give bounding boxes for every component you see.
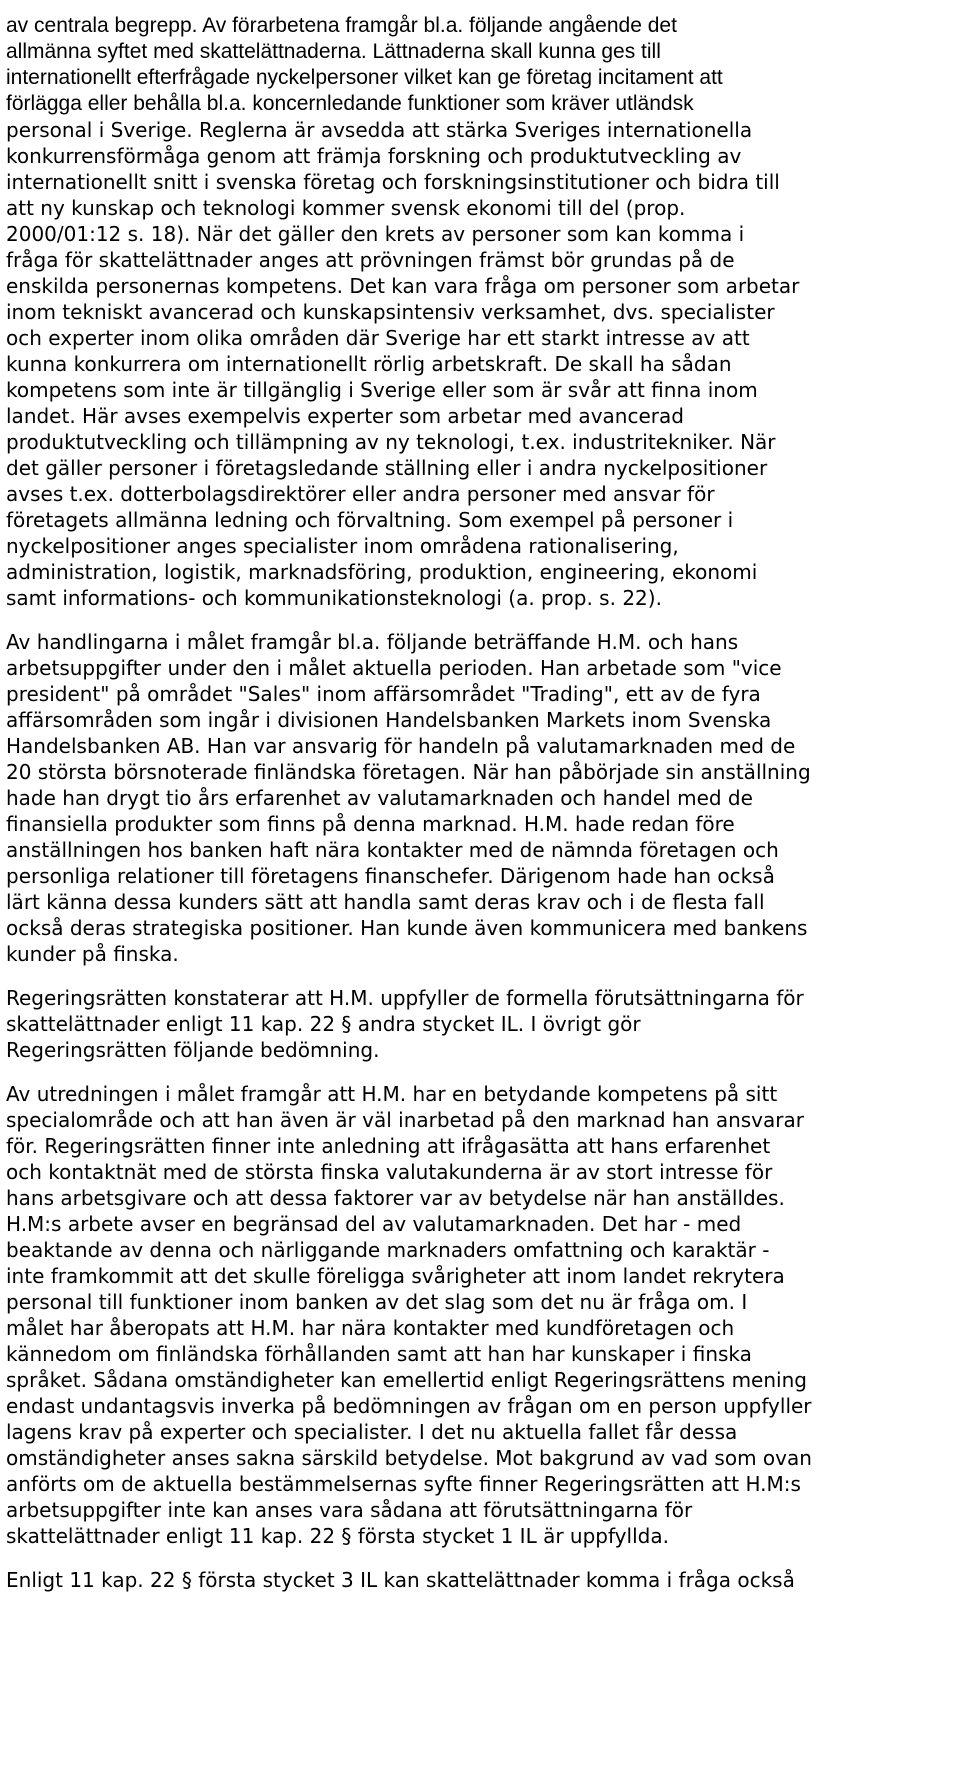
text-line: målet har åberopats att H.M. har nära kontakter med kundföretagen och: [6, 1316, 735, 1340]
text-line: samt informations- och kommunikationsteknologi (a. prop. s. 22).: [6, 586, 662, 610]
text-line: 20 största börsnoterade finländska företagen. När han påbörjade sin anställning: [6, 760, 811, 784]
text-line: och kontaktnät med de största finska valutakunderna är av stort intresse för: [6, 1160, 773, 1184]
text-line: lärt känna dessa kunders sätt att handla samt deras krav och i de flesta fall: [6, 890, 765, 914]
text-line: administration, logistik, marknadsföring, produktion, engineering, ekonomi: [6, 560, 758, 584]
text-line: endast undantagsvis inverka på bedömningen av frågan om en person uppfyller: [6, 1394, 812, 1418]
text-line: konkurrensförmåga genom att främja forskning och produktutveckling av: [6, 144, 742, 168]
text-line: affärsområden som ingår i divisionen Handelsbanken Markets inom Svenska: [6, 708, 772, 732]
text-line: lagens krav på experter och specialister. I det nu aktuella fallet får dessa: [6, 1420, 738, 1444]
text-line: enskilda personernas kompetens. Det kan vara fråga om personer som arbetar: [6, 274, 800, 298]
text-line: produktutveckling och tillämpning av ny teknologi, t.ex. industritekniker. När: [6, 430, 776, 454]
text-line: förlägga eller behålla bl.a. koncernledande funktioner som kräver utländsk: [6, 92, 694, 115]
text-line: personal till funktioner inom banken av det slag som det nu är fråga om. I: [6, 1290, 748, 1314]
text-line: och experter inom olika områden där Sverige har ett starkt intresse av att: [6, 326, 750, 350]
text-line: omständigheter anses sakna särskild betydelse. Mot bakgrund av vad som ovan: [6, 1446, 812, 1470]
text-line: att ny kunskap och teknologi kommer svensk ekonomi till del (prop.: [6, 196, 686, 220]
text-line: Handelsbanken AB. Han var ansvarig för handeln på valutamarknaden med de: [6, 734, 796, 758]
text-line: kompetens som inte är tillgänglig i Sverige eller som är svår att finna inom: [6, 378, 758, 402]
text-line: arbetsuppgifter inte kan anses vara sådana att förutsättningarna för: [6, 1498, 693, 1522]
text-line: nyckelpositioner anges specialister inom områdena rationalisering,: [6, 534, 679, 558]
text-line: skattelättnader enligt 11 kap. 22 § andra stycket IL. I övrigt gör: [6, 1012, 641, 1036]
text-line: hans arbetsgivare och att dessa faktorer var av betydelse när han anställdes.: [6, 1186, 785, 1210]
text-line: språket. Sådana omständigheter kan emellertid enligt Regeringsrättens mening: [6, 1368, 807, 1392]
text-line: personliga relationer till företagens finanschefer. Därigenom hade han också: [6, 864, 775, 888]
text-line: beaktande av denna och närliggande marknaders omfattning och karaktär -: [6, 1238, 770, 1262]
text-line: hade han drygt tio års erfarenhet av valutamarknaden och handel med de: [6, 786, 753, 810]
text-line: också deras strategiska positioner. Han kunde även kommunicera med bankens: [6, 916, 808, 940]
text-line: Av handlingarna i målet framgår bl.a. följande beträffande H.M. och hans: [6, 630, 739, 654]
text-line: president" på området "Sales" inom affärsområdet "Trading", ett av de fyra: [6, 682, 761, 706]
text-line: fråga för skattelättnader anges att prövningen främst bör grundas på de: [6, 248, 735, 272]
text-line: avses t.ex. dotterbolagsdirektörer eller andra personer med ansvar för: [6, 482, 715, 506]
text-line: 2000/01:12 s. 18). När det gäller den krets av personer som kan komma i: [6, 222, 745, 246]
text-line: anförts om de aktuella bestämmelsernas syfte finner Regeringsrätten att H.M:s: [6, 1472, 801, 1496]
text-line: finansiella produkter som finns på denna marknad. H.M. hade redan före: [6, 812, 735, 836]
text-line: H.M:s arbete avser en begränsad del av valutamarknaden. Det har - med: [6, 1212, 742, 1236]
text-line: internationellt snitt i svenska företag och forskningsinstitutioner och bidra till: [6, 170, 780, 194]
text-line: kunna konkurrera om internationellt rörlig arbetskraft. De skall ha sådan: [6, 352, 732, 376]
text-line: internationellt efterfrågade nyckelpersoner vilket kan ge företag incitament att: [6, 66, 723, 89]
text-line: arbetsuppgifter under den i målet aktuella perioden. Han arbetade som "vice: [6, 656, 782, 680]
text-line: anställningen hos banken haft nära kontakter med de nämnda företagen och: [6, 838, 779, 862]
text-line: skattelättnader enligt 11 kap. 22 § första stycket 1 IL är uppfyllda.: [6, 1524, 669, 1548]
text-line: kännedom om finländska förhållanden samt att han har kunskaper i finska: [6, 1342, 752, 1366]
text-line: Regeringsrätten följande bedömning.: [6, 1038, 380, 1062]
text-line: Enligt 11 kap. 22 § första stycket 3 IL kan skattelättnader komma i fråga också: [6, 1568, 795, 1592]
text-line: inom tekniskt avancerad och kunskapsintensiv verksamhet, dvs. specialister: [6, 300, 775, 324]
text-line: Regeringsrätten konstaterar att H.M. uppfyller de formella förutsättningarna för: [6, 986, 804, 1010]
text-line: landet. Här avses exempelvis experter som arbetar med avancerad: [6, 404, 684, 428]
text-line: av centrala begrepp. Av förarbetena framgår bl.a. följande angående det: [6, 14, 677, 37]
text-line: för. Regeringsrätten finner inte anledning att ifrågasätta att hans erfarenhet: [6, 1134, 771, 1158]
text-line: företagets allmänna ledning och förvaltning. Som exempel på personer i: [6, 508, 734, 532]
text-line: inte framkommit att det skulle föreligga svårigheter att inom landet rekrytera: [6, 1264, 785, 1288]
text-line: specialområde och att han även är väl inarbetad på den marknad han ansvarar: [6, 1108, 804, 1132]
text-line: Av utredningen i målet framgår att H.M. har en betydande kompetens på sitt: [6, 1082, 778, 1106]
text-line: personal i Sverige. Reglerna är avsedda att stärka Sveriges internationella: [6, 118, 753, 142]
text-line: allmänna syftet med skattelättnaderna. Lättnaderna skall kunna ges till: [6, 40, 661, 63]
text-line: kunder på finska.: [6, 942, 179, 966]
text-line: det gäller personer i företagsledande ställning eller i andra nyckelpositioner: [6, 456, 768, 480]
